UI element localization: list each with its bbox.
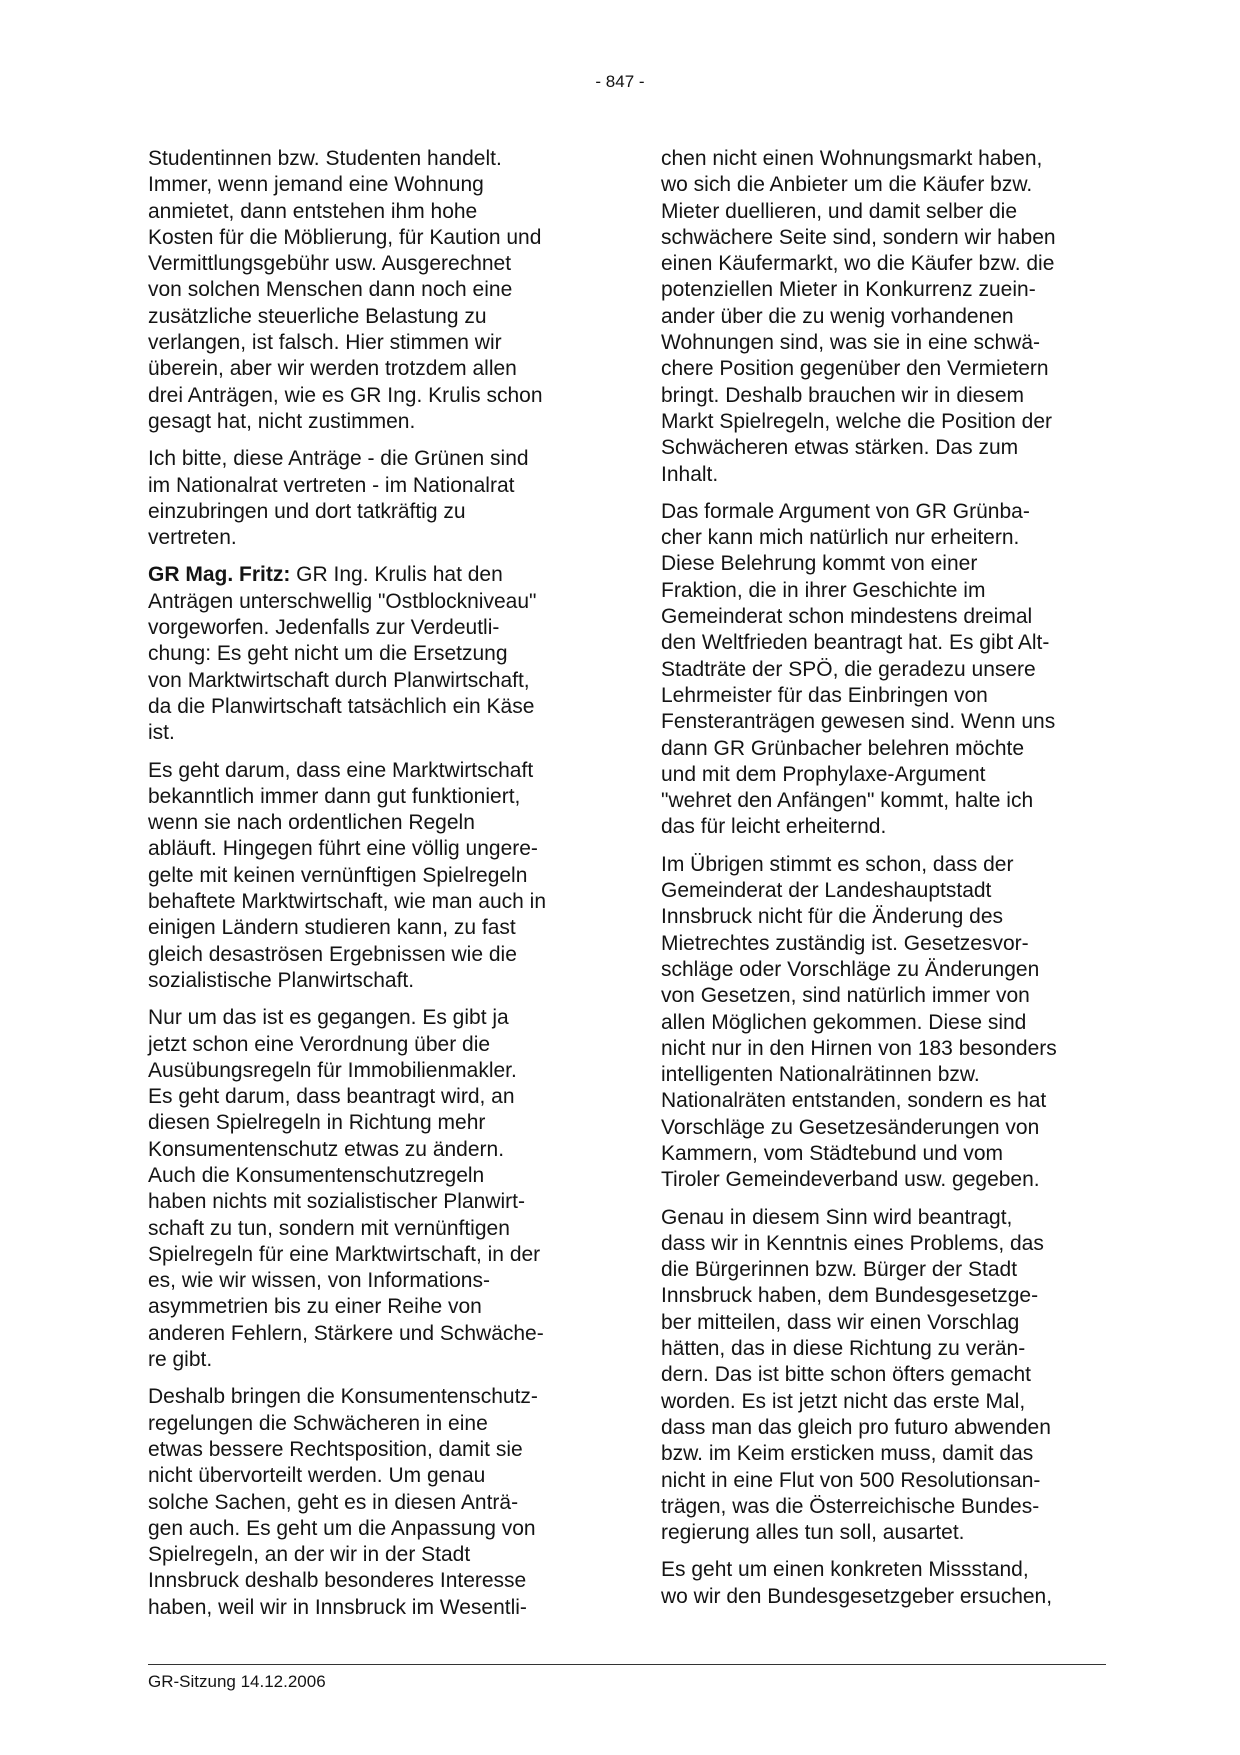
text-line: Immer, wenn jemand eine Wohnung: [148, 173, 484, 197]
text-line: Fraktion, die in ihrer Geschichte im: [661, 578, 986, 602]
text-line: schläge oder Vorschläge zu Änderungen: [661, 957, 1040, 981]
text-line: Mieter duellieren, und damit selber die: [661, 199, 1018, 223]
text-line: anderen Fehlern, Stärkere und Schwäche-: [148, 1321, 544, 1345]
text-line: ber mitteilen, dass wir einen Vorschlag: [661, 1310, 1020, 1334]
page-number: - 847 -: [595, 72, 645, 91]
text-line: sozialistische Planwirtschaft.: [148, 968, 415, 992]
text-line: anmietet, dann entstehen ihm hohe: [148, 199, 478, 223]
text-line: verlangen, ist falsch. Hier stimmen wir: [148, 331, 502, 355]
text-line: Im Übrigen stimmt es schon, dass der: [661, 852, 1014, 876]
text-line: es, wie wir wissen, von Informations-: [148, 1269, 490, 1293]
text-line: Mietrechtes zuständig ist. Gesetzesvor-: [661, 931, 1029, 955]
text-line: schwächere Seite sind, sondern wir haben: [661, 225, 1056, 249]
right-column: [661, 146, 1106, 1621]
text-line: regelungen die Schwächeren in eine: [148, 1411, 488, 1435]
text-line: gen auch. Es geht um die Anpassung von: [148, 1516, 536, 1540]
text-line: chere Position gegenüber den Vermietern: [661, 357, 1049, 381]
text-line: etwas bessere Rechtsposition, damit sie: [148, 1437, 523, 1461]
text-line: bringt. Deshalb brauchen wir in diesem: [661, 383, 1025, 407]
text-line: [148, 562, 588, 588]
text-line: Spielregeln für eine Marktwirtschaft, in der: [148, 1242, 541, 1266]
text-line: Wohnungen sind, was sie in eine schwä-: [661, 331, 1040, 355]
text-line: Kosten für die Möblierung, für Kaution und: [148, 225, 542, 249]
text-line: hätten, das in diese Richtung zu verän-: [661, 1337, 1026, 1361]
text-line: von solchen Menschen dann noch eine: [148, 278, 513, 302]
text-line: wo sich die Anbieter um die Käufer bzw.: [661, 173, 1033, 197]
text-line: vorgeworfen. Jedenfalls zur Verdeutli-: [148, 616, 500, 640]
text-line: wenn sie nach ordentlichen Regeln: [148, 811, 475, 835]
footer-session-date: GR-Sitzung 14.12.2006: [148, 1672, 326, 1691]
text-line: nicht nur in den Hirnen von 183 besonders: [661, 1036, 1057, 1060]
text-line: Schwächeren etwas stärken. Das zum: [661, 436, 1019, 460]
text-line: Genau in diesem Sinn wird beantragt,: [661, 1205, 1013, 1229]
text-line: re gibt.: [148, 1348, 213, 1372]
text-line: einen Käufermarkt, wo die Käufer bzw. die: [661, 252, 1055, 276]
text-line: die Bürgerinnen bzw. Bürger der Stadt: [661, 1258, 1018, 1282]
paragraph: [148, 758, 588, 995]
paragraph: [661, 852, 1106, 1194]
text-line: haben nichts mit sozialistischer Planwirt-: [148, 1190, 525, 1214]
text-line: chung: Es geht nicht um die Ersetzung: [148, 642, 508, 666]
text-line: worden. Es ist jetzt nicht das erste Mal,: [661, 1389, 1026, 1413]
text-line: da die Planwirtschaft tatsächlich ein Käse: [148, 694, 535, 718]
text-line: ander über die zu wenig vorhandenen: [661, 304, 1014, 328]
text-line: trägen, was die Österreichische Bundes-: [661, 1494, 1040, 1518]
text-line: Studentinnen bzw. Studenten handelt.: [148, 147, 502, 170]
text-line: cher kann mich natürlich nur erheitern.: [661, 526, 1020, 550]
text-line: einigen Ländern studieren kann, zu fast: [148, 916, 516, 940]
speaker-name: GR Mag. Fritz:: [148, 563, 291, 587]
text-line: Markt Spielregeln, welche die Position der: [661, 409, 1053, 433]
text-line: Spielregeln, an der wir in der Stadt: [148, 1543, 471, 1567]
text-line: einzubringen und dort tatkräftig zu: [148, 499, 466, 523]
paragraph: [148, 446, 588, 551]
text-line: intelligenten Nationalrätinnen bzw.: [661, 1063, 980, 1087]
text-line: das für leicht erheiternd.: [661, 815, 887, 839]
text-line: Innsbruck nicht für die Änderung des: [661, 905, 1004, 929]
text-line: von Gesetzen, sind natürlich immer von: [661, 984, 1030, 1008]
text-line: Inhalt.: [661, 462, 719, 486]
paragraph: [661, 146, 1106, 488]
text-line: Stadträte der SPÖ, die geradezu unsere: [661, 657, 1036, 681]
text-line: Vermittlungsgebühr usw. Ausgerechnet: [148, 252, 512, 276]
text-line: schaft zu tun, sondern mit vernünftigen: [148, 1216, 510, 1240]
text-line: Gemeinderat schon mindestens dreimal: [661, 605, 1033, 629]
text-line: Fensteranträgen gewesen sind. Wenn uns: [661, 710, 1056, 734]
text-line: jetzt schon eine Verordnung über die: [148, 1032, 491, 1056]
text-line: zusätzliche steuerliche Belastung zu: [148, 304, 487, 328]
paragraph: [148, 1384, 588, 1621]
text-line: Kammern, vom Städtebund und vom: [661, 1141, 1004, 1165]
text-line: vertreten.: [148, 526, 237, 550]
text-line: Innsbruck haben, dem Bundesgesetzge-: [661, 1284, 1039, 1308]
text-line: asymmetrien bis zu einer Reihe von: [148, 1295, 482, 1319]
text-line: Nur um das ist es gegangen. Es gibt ja: [148, 1006, 509, 1030]
text-line: Ich bitte, diese Anträge - die Grünen sind: [148, 447, 529, 471]
paragraph: [661, 499, 1106, 841]
text-line: gesagt hat, nicht zustimmen.: [148, 409, 416, 433]
text-line: allen Möglichen gekommen. Diese sind: [661, 1010, 1027, 1034]
text-line: dass man das gleich pro futuro abwenden: [661, 1415, 1051, 1439]
text-line: diesen Spielregeln in Richtung mehr: [148, 1111, 486, 1135]
text-line: chen nicht einen Wohnungsmarkt haben,: [661, 147, 1043, 170]
text-line: bzw. im Keim ersticken muss, damit das: [661, 1442, 1034, 1466]
text-line: dern. Das ist bitte schon öfters gemacht: [661, 1363, 1032, 1387]
text-line: und mit dem Prophylaxe-Argument: [661, 762, 986, 786]
text-line: behaftete Marktwirtschaft, wie man auch in: [148, 890, 547, 914]
text-line: ist.: [148, 721, 175, 745]
text-line: Lehrmeister für das Einbringen von: [661, 683, 988, 707]
text-line: Innsbruck deshalb besonderes Interesse: [148, 1569, 527, 1593]
text-line: regierung alles tun soll, ausartet.: [661, 1521, 965, 1545]
text-line: Konsumentenschutz etwas zu ändern.: [148, 1137, 505, 1161]
text-line: im Nationalrat vertreten - im Nationalrat: [148, 473, 515, 497]
text-line: solche Sachen, geht es in diesen Anträ-: [148, 1490, 519, 1514]
text-line: wo wir den Bundesgesetzgeber ersuchen,: [661, 1584, 1053, 1608]
text-line: nicht in eine Flut von 500 Resolutionsan-: [661, 1468, 1041, 1492]
text-line: drei Anträgen, wie es GR Ing. Krulis schon: [148, 383, 543, 407]
text-line: Auch die Konsumentenschutzregeln: [148, 1163, 485, 1187]
text-line: den Weltfrieden beantragt hat. Es gibt Alt-: [661, 631, 1050, 655]
text-span: GR Ing. Krulis hat den: [296, 563, 503, 587]
text-line: bekanntlich immer dann gut funktioniert,: [148, 784, 521, 808]
text-line: nicht übervorteilt werden. Um genau: [148, 1464, 486, 1488]
text-line: von Marktwirtschaft durch Planwirtschaft,: [148, 668, 530, 692]
text-line: Vorschläge zu Gesetzesänderungen von: [661, 1115, 1040, 1139]
text-line: "wehret den Anfängen" kommt, halte ich: [661, 789, 1034, 813]
paragraph: [148, 562, 588, 746]
text-line: Deshalb bringen die Konsumentenschutz-: [148, 1385, 538, 1409]
paragraph: [148, 1005, 588, 1373]
text-line: gleich desaströsen Ergebnissen wie die: [148, 942, 517, 966]
paragraph: [661, 1557, 1106, 1610]
text-line: abläuft. Hingegen führt eine völlig ungere-: [148, 837, 538, 861]
text-line: Gemeinderat der Landeshauptstadt: [661, 879, 992, 903]
text-line: dann GR Grünbacher belehren möchte: [661, 736, 1025, 760]
left-column: [148, 146, 588, 1632]
text-line: gelte mit keinen vernünftigen Spielregeln: [148, 863, 528, 887]
text-line: haben, weil wir in Innsbruck im Wesentli-: [148, 1595, 527, 1619]
text-line: Diese Belehrung kommt von einer: [661, 552, 978, 576]
text-line: potenziellen Mieter in Konkurrenz zuein-: [661, 278, 1036, 302]
text-line: Anträgen unterschwellig "Ostblockniveau": [148, 589, 537, 613]
text-line: überein, aber wir werden trotzdem allen: [148, 357, 517, 381]
text-line: dass wir in Kenntnis eines Problems, das: [661, 1231, 1044, 1255]
text-line: Es geht um einen konkreten Missstand,: [661, 1558, 1029, 1582]
text-line: Es geht darum, dass eine Marktwirtschaft: [148, 758, 534, 782]
text-line: Nationalräten entstanden, sondern es hat: [661, 1089, 1047, 1113]
paragraph: [148, 146, 588, 435]
text-line: Ausübungsregeln für Immobilienmakler.: [148, 1058, 517, 1082]
text-line: Es geht darum, dass beantragt wird, an: [148, 1085, 515, 1109]
text-line: Tiroler Gemeindeverband usw. gegeben.: [661, 1168, 1040, 1192]
footer-divider: [148, 1664, 1106, 1665]
text-line: Das formale Argument von GR Grünba-: [661, 499, 1030, 523]
paragraph: [661, 1205, 1106, 1547]
